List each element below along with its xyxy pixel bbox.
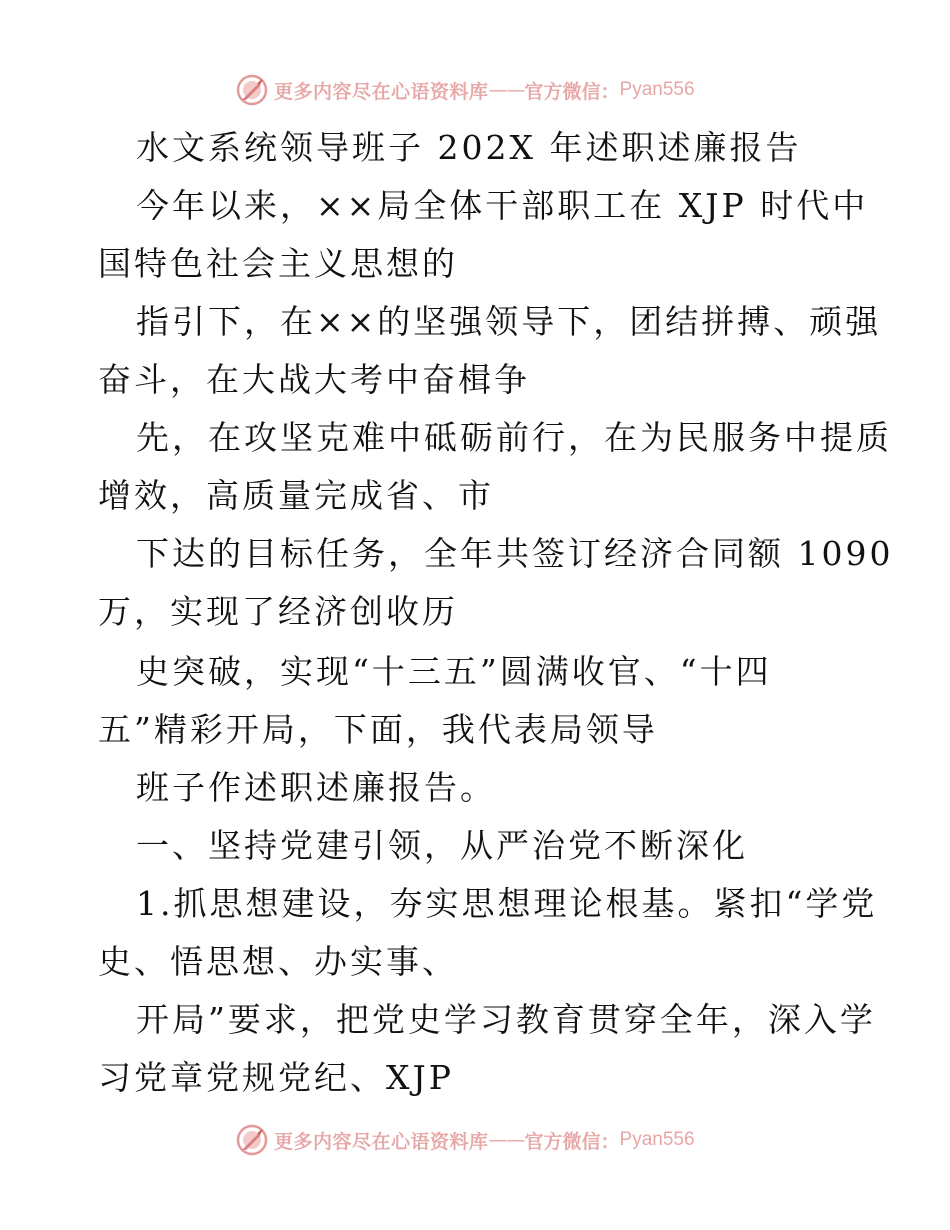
body-line: 史、悟思想、办实事、 [98,942,458,981]
footer-banner [236,1122,695,1158]
body-line: 习党章党规党纪、XJP [98,1058,454,1097]
subsection-heading: 1.抓思想建设，夯实思想理论根基。紧扣“学党 [136,884,878,923]
pen-logo-icon [236,1124,268,1156]
body-line: 奋斗，在大战大考中奋楫争 [98,360,530,399]
banner-main-text: 更多内容尽在心语资料库 [274,80,489,103]
body-line: 下达的目标任务，全年共签订经济合同额 1090 [136,534,894,573]
banner-wechat-label: 官方微信： [524,80,620,103]
body-line: 史突破，实现“十三五”圆满收官、“十四 [136,652,772,691]
body-line: 先，在攻坚克难中砥砺前行，在为民服务中提质 [136,418,892,457]
header-banner [236,72,695,108]
body-line: 国特色社会主义思想的 [98,244,458,283]
body-line: 指引下，在××的坚强领导下，团结拼搏、顽强 [136,302,882,341]
banner-main-text: 更多内容尽在心语资料库 [274,1130,489,1153]
body-line: 万，实现了经济创收历 [98,592,458,631]
document-title: 水文系统领导班子 202X 年述职述廉报告 [136,128,802,167]
section-heading: 一、坚持党建引领，从严治党不断深化 [136,826,748,865]
banner-wechat-id: Pyan556 [619,79,695,100]
body-line: 开局”要求，把党史学习教育贯穿全年，深入学 [136,1000,876,1039]
body-line: 今年以来，××局全体干部职工在 XJP 时代中 [136,186,869,225]
pen-logo-icon [236,74,268,106]
body-line: 五”精彩开局，下面，我代表局领导 [98,710,658,749]
banner-dash: —— [488,1129,525,1151]
banner-dash: —— [488,79,525,101]
banner-wechat-label: 官方微信： [524,1130,620,1153]
body-line: 班子作述职述廉报告。 [136,768,496,807]
banner-wechat-id: Pyan556 [619,1129,695,1150]
body-line: 增效，高质量完成省、市 [98,476,494,515]
